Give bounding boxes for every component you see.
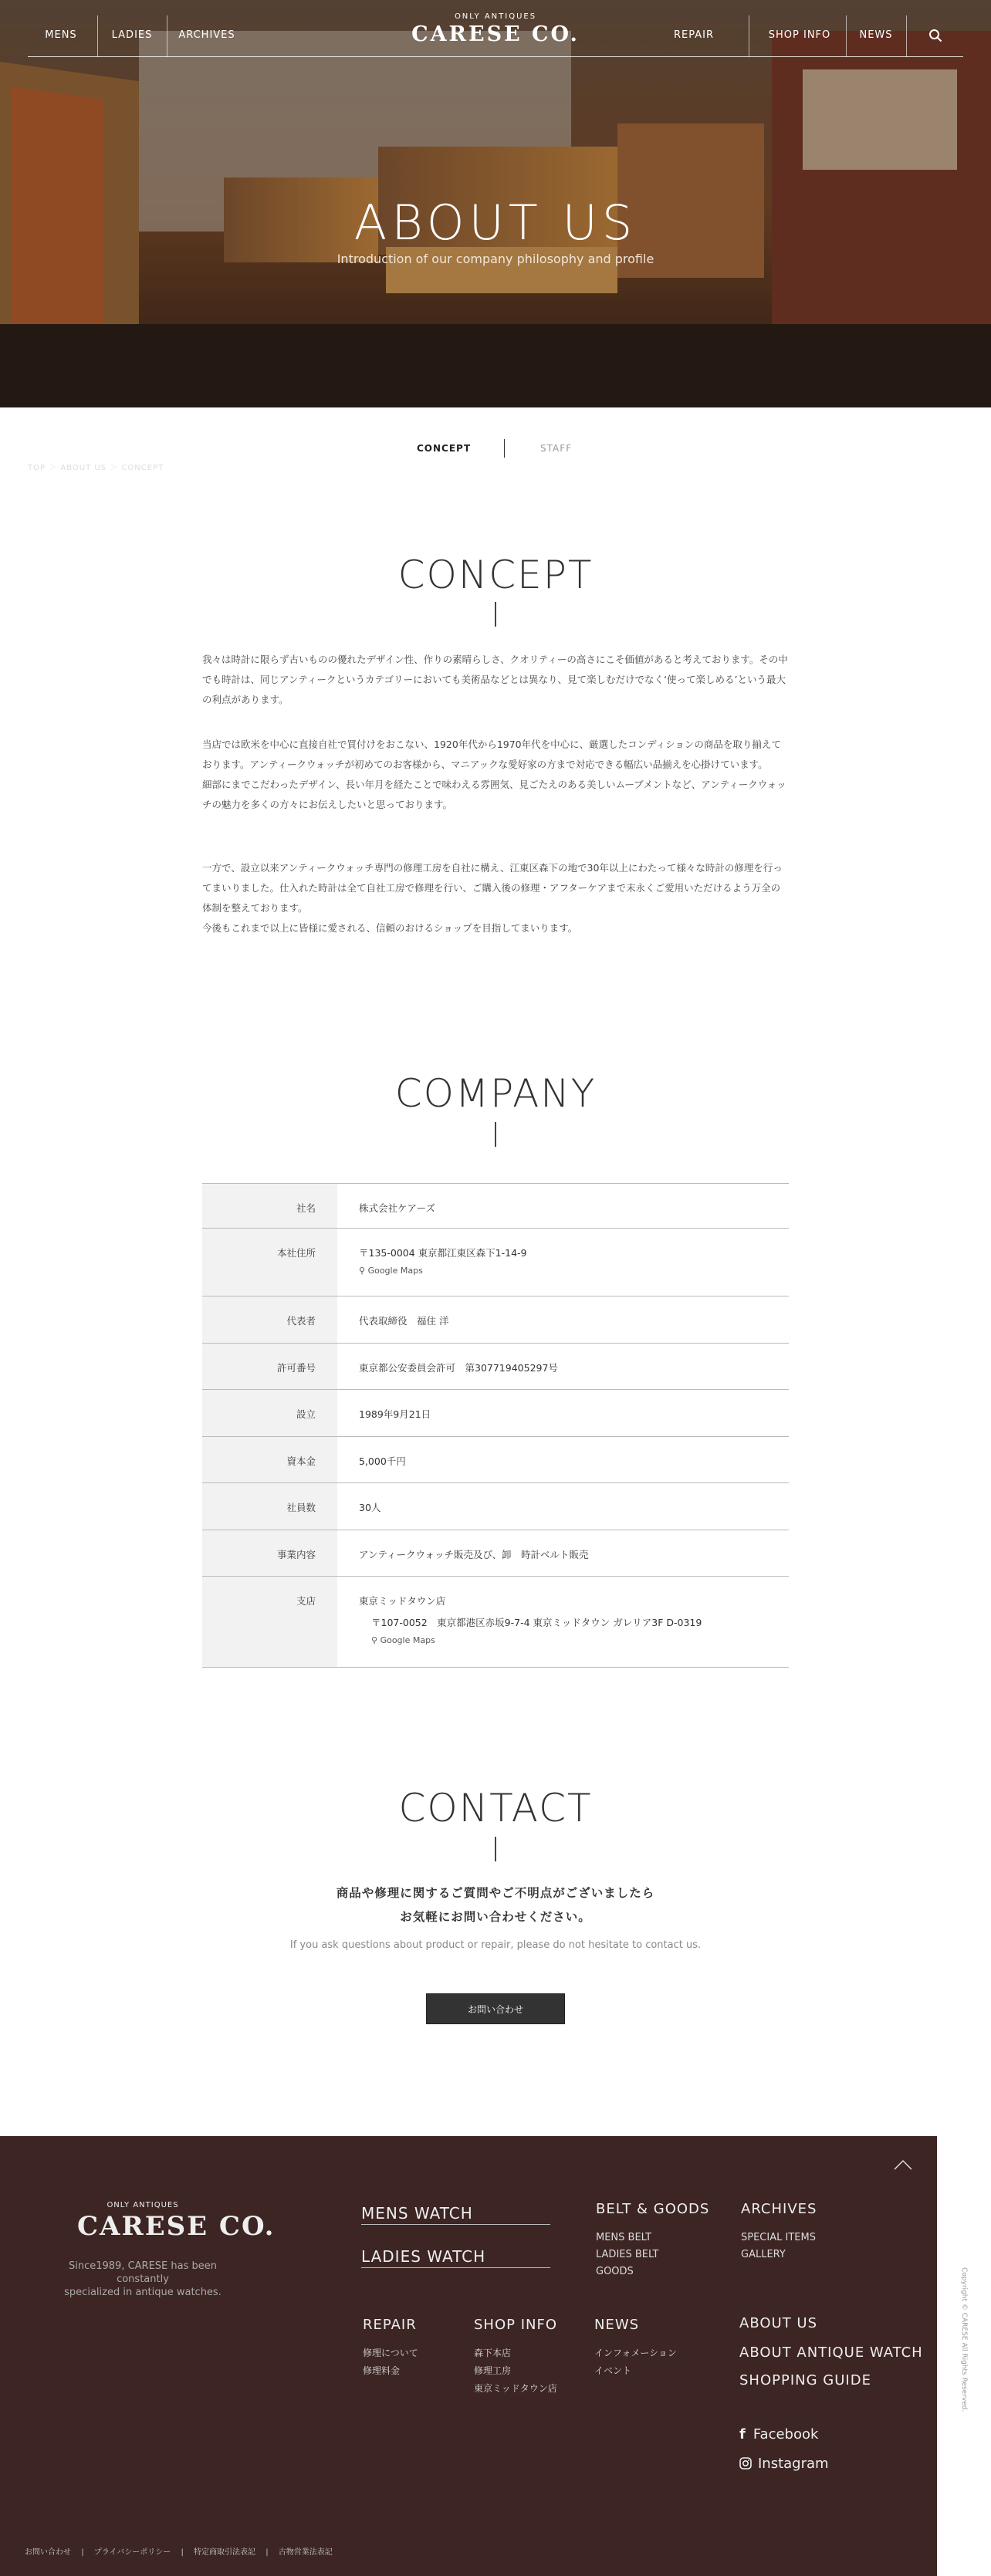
facebook-link-label: Facebook — [753, 2426, 819, 2442]
row-label: 代表者 — [202, 1296, 337, 1344]
google-maps-link[interactable] — [359, 1266, 767, 1276]
contact-heading: CONTACT — [398, 1786, 593, 1831]
row-value: アンティークウォッチ販売及び、卸 時計ベルト販売 — [337, 1530, 789, 1577]
link-divider: | — [181, 2548, 184, 2557]
footer-link[interactable]: GALLERY — [741, 2249, 786, 2260]
footer-link[interactable]: 森下本店 — [474, 2348, 512, 2358]
row-value: 〒135-0004 東京都江東区森下1-14-9 — [359, 1247, 527, 1259]
nav-ladies[interactable]: LADIES — [111, 29, 153, 41]
footer-bottom-link[interactable]: お問い合わせ — [25, 2548, 71, 2557]
footer-logo[interactable] — [77, 2201, 276, 2242]
row-label: 社名 — [202, 1184, 337, 1229]
footer-link[interactable]: 修理料金 — [363, 2365, 401, 2376]
row-label: 設立 — [202, 1390, 337, 1437]
branch-address: 〒107-0052 東京都港区赤坂9-7-4 東京ミッドタウン ガレリア3F D-0319 — [371, 1617, 702, 1628]
facebook-link[interactable] — [739, 2426, 818, 2442]
logo-wordmark: CARESE CO. — [411, 22, 580, 46]
page-subtitle: Introduction of our company philosophy and profile — [337, 252, 654, 266]
footer-bottom-link[interactable]: 古物営業法表記 — [278, 2548, 333, 2557]
footer-shopping-guide[interactable]: SHOPPING GUIDE — [739, 2372, 871, 2388]
table-row — [202, 1296, 789, 1344]
footer-link[interactable]: イベント — [594, 2365, 632, 2376]
map-pin-icon: ⚲ — [371, 1635, 381, 1645]
instagram-link-label: Instagram — [758, 2456, 829, 2472]
logo-tagline: ONLY ANTIQUES — [454, 12, 537, 21]
footer-repair-title[interactable]: REPAIR — [363, 2317, 417, 2333]
table-row — [202, 1577, 789, 1668]
row-label: 資本金 — [202, 1437, 337, 1483]
table-row — [202, 1483, 789, 1530]
breadcrumb-current: CONCEPT — [121, 464, 164, 472]
concept-paragraph: 一方で、設立以来アンティークウォッチ専門の修理工房を自社に構え、江東区森下の地で30年以上にわたって様々な時計の修理を行ってまいりました。仕入れた時計は全て自社工房で修理を行い、ご購入後の修理・アフターケアまで末永くご愛用いただけるよう万全の体制を整えております。 今後もこれまで以上に皆様に愛される、信頼のおけるショップを目指してまいります。 — [202, 862, 783, 934]
footer-ladies-watch[interactable]: LADIES WATCH — [361, 2247, 550, 2268]
search-icon — [928, 29, 942, 42]
instagram-link[interactable] — [739, 2456, 829, 2472]
footer-logo-wordmark: CARESE CO. — [77, 2211, 276, 2242]
table-row — [202, 1184, 789, 1229]
footer-news-title[interactable]: NEWS — [594, 2317, 640, 2333]
instagram-icon — [739, 2457, 752, 2470]
back-to-top-icon[interactable] — [894, 2159, 912, 2170]
company-info-table — [202, 1183, 789, 1668]
footer-about-antique-watch[interactable]: ABOUT ANTIQUE WATCH — [739, 2344, 923, 2361]
row-value: 東京都公安委員会許可 第307719405297号 — [337, 1344, 789, 1390]
nav-news[interactable]: NEWS — [859, 29, 893, 41]
breadcrumb — [28, 461, 164, 472]
footer-about-us[interactable]: ABOUT US — [739, 2315, 818, 2331]
section-tabs — [0, 407, 991, 463]
footer-link[interactable]: MENS BELT — [596, 2232, 652, 2243]
table-row — [202, 1437, 789, 1483]
footer-link[interactable]: 修理について — [363, 2348, 418, 2358]
top-navigation — [28, 0, 963, 57]
search-button[interactable] — [908, 15, 963, 56]
row-label: 本社住所 — [202, 1229, 337, 1296]
nav-shop-info[interactable]: SHOP INFO — [768, 29, 831, 41]
google-maps-link-label: Google Maps — [367, 1266, 423, 1276]
table-row — [202, 1229, 789, 1296]
link-divider: | — [266, 2548, 269, 2557]
heading-divider — [495, 1837, 496, 1861]
tab-divider — [504, 439, 505, 458]
breadcrumb-separator: ＞ — [110, 464, 122, 472]
footer — [0, 2136, 937, 2576]
map-pin-icon: ⚲ — [359, 1266, 368, 1276]
footer-link[interactable]: インフォメーション — [594, 2348, 677, 2358]
row-label: 事業内容 — [202, 1530, 337, 1577]
contact-button[interactable]: お問い合わせ — [426, 1993, 565, 2024]
facebook-icon: f — [739, 2426, 746, 2442]
row-value: 東京ミッドタウン店 — [359, 1595, 446, 1607]
contact-message-english: If you ask questions about product or repair, please do not hesitate to contact us. — [289, 1939, 702, 1951]
table-row — [202, 1390, 789, 1437]
nav-repair[interactable]: REPAIR — [673, 29, 714, 41]
nav-divider — [846, 15, 847, 57]
copyright-text: Copyright © CARESE All Rights Reserved. — [960, 2267, 968, 2412]
nav-divider — [906, 15, 907, 57]
table-row — [202, 1344, 789, 1390]
row-value: 代表取締役 福住 洋 — [337, 1296, 789, 1344]
footer-link[interactable]: GOODS — [596, 2266, 634, 2277]
tab-staff[interactable]: STAFF — [540, 443, 573, 454]
footer-link[interactable]: 修理工房 — [474, 2365, 512, 2376]
row-value: 1989年9月21日 — [337, 1390, 789, 1437]
footer-mens-watch[interactable]: MENS WATCH — [361, 2204, 550, 2225]
nav-archives[interactable]: ARCHIVES — [178, 29, 235, 41]
concept-heading: CONCEPT — [397, 553, 594, 597]
breadcrumb-top[interactable]: TOP — [28, 464, 46, 472]
copyright-bar — [937, 2136, 991, 2576]
breadcrumb-about[interactable]: ABOUT US — [60, 464, 107, 472]
google-maps-link-label: Google Maps — [380, 1635, 435, 1645]
footer-link[interactable]: 東京ミッドタウン店 — [474, 2383, 557, 2394]
footer-tagline: Since1989, CARESE has been constantly — [68, 2260, 217, 2285]
footer-tagline: specialized in antique watches. — [64, 2287, 222, 2298]
table-row — [202, 1530, 789, 1577]
footer-link[interactable]: SPECIAL ITEMS — [741, 2232, 816, 2243]
nav-mens[interactable]: MENS — [45, 29, 77, 41]
footer-bottom-link[interactable]: 特定商取引法表記 — [194, 2548, 255, 2557]
concept-paragraph: 我々は時計に限らず古いものの優れたデザイン性、作りの素晴らしさ、クオリティーの高さにこそ価値があると考えております。その中でも時計は、同じアンティークというカテゴリーにおいても美術品などとは異なり、見て楽しむだけでなく‘使って楽しめる’という最大の利点があります。 — [202, 654, 788, 705]
row-label: 許可番号 — [202, 1344, 337, 1390]
row-value: 株式会社ケアーズ — [337, 1184, 789, 1229]
footer-bottom-link[interactable]: プライバシーポリシー — [93, 2548, 171, 2557]
row-value: 30人 — [337, 1483, 789, 1530]
footer-logo-tagline: ONLY ANTIQUES — [107, 2201, 179, 2209]
footer-archives-title[interactable]: ARCHIVES — [741, 2201, 817, 2217]
footer-link[interactable]: LADIES BELT — [596, 2249, 659, 2260]
row-label: 社員数 — [202, 1483, 337, 1530]
concept-paragraph: 当店では欧米を中心に直接自社で買付けをおこない、1920年代から1970年代を中心に、厳選したコンディションの商品を取り揃えております。アンティークウォッチが初めてのお客様から、マニアックな愛好家の方まで対応できる幅広い品揃えを心掛けています。 細部にまでこだわったデザイン、長い年月を経たことで味わえる雰囲気、見ごたえのある美しいムーブメントなど、アンティークウォッチの魅力を多くの方々にお伝えしたいと思っております。 — [202, 739, 786, 810]
heading-divider — [495, 1122, 496, 1147]
tab-concept[interactable]: CONCEPT — [417, 443, 472, 454]
heading-divider — [495, 602, 496, 627]
footer-shop-info-title[interactable]: SHOP INFO — [474, 2317, 557, 2333]
row-value: 5,000千円 — [337, 1437, 789, 1483]
footer-belt-goods-title[interactable]: BELT & GOODS — [596, 2201, 710, 2217]
footer-bottom-links — [25, 2545, 333, 2557]
contact-message-line2: お気軽にお問い合わせください。 — [400, 1910, 591, 1924]
page-title: ABOUT US — [353, 194, 638, 251]
row-label: 支店 — [202, 1577, 337, 1668]
contact-message-line1: 商品や修理に関するご質問やご不明点がございましたら — [336, 1886, 655, 1900]
company-heading: COMPANY — [394, 1071, 597, 1116]
hero — [0, 0, 991, 407]
breadcrumb-separator: ＞ — [49, 464, 61, 472]
google-maps-link[interactable] — [359, 1635, 767, 1645]
link-divider: | — [81, 2548, 84, 2557]
